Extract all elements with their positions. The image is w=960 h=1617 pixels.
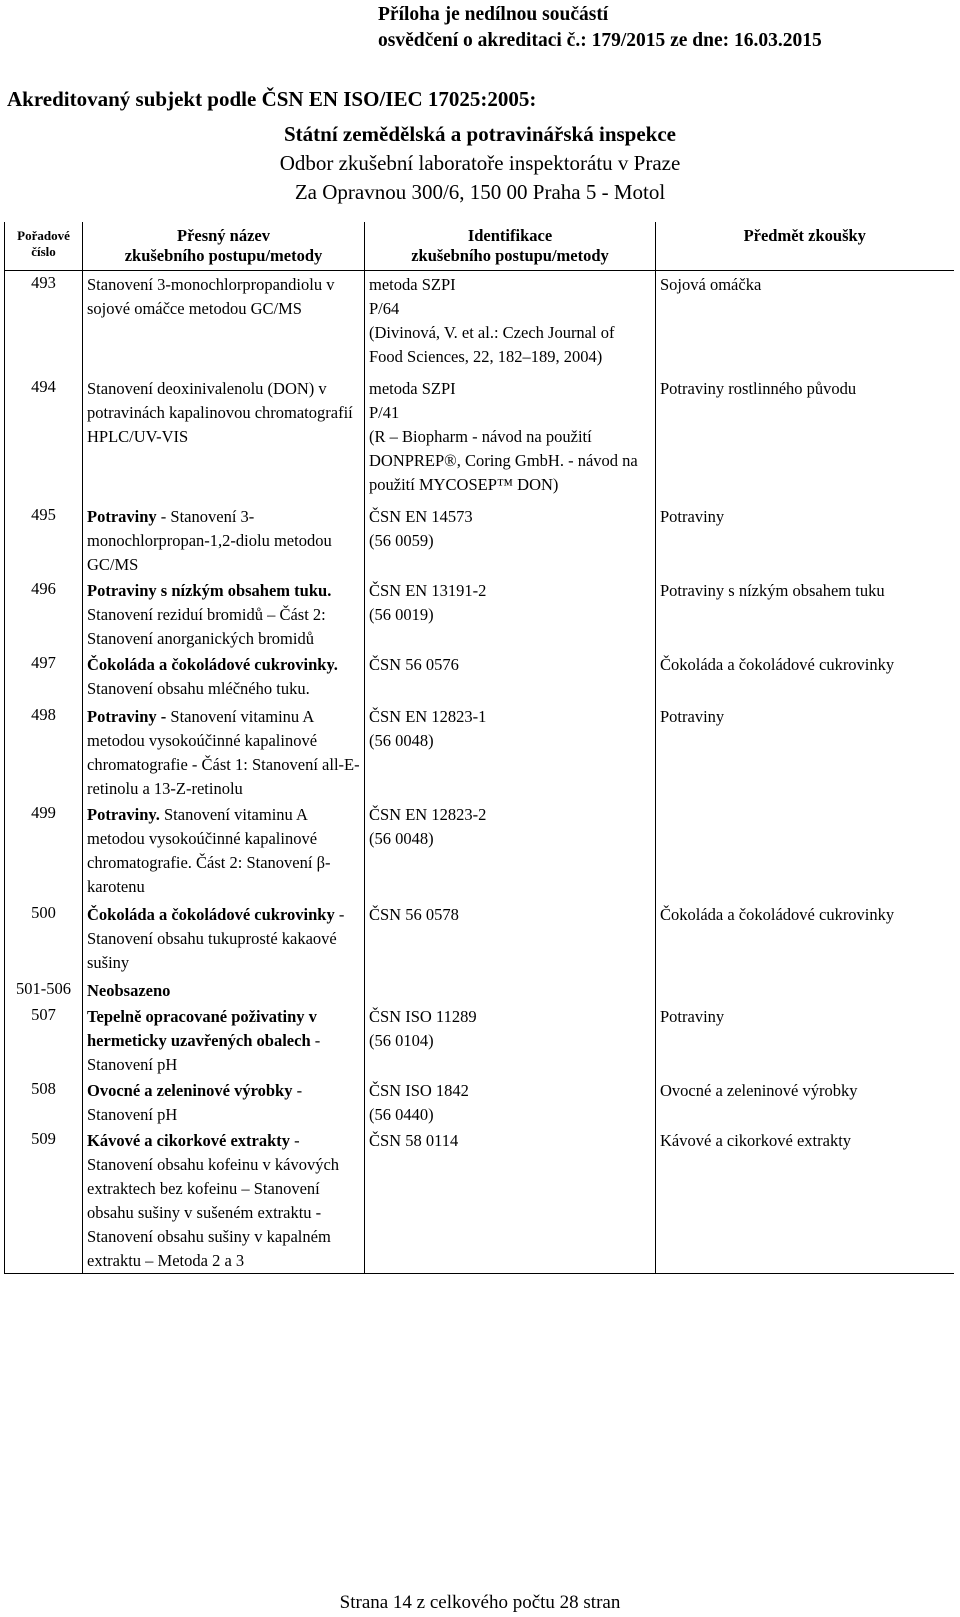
method-identification — [365, 577, 656, 651]
method-identification — [365, 901, 656, 977]
header-name-line2: zkušebního postupu/metody — [124, 246, 323, 265]
test-subject: Kávové a cikorkové extrakty — [656, 1127, 954, 1274]
department-name: Odbor zkušební laboratoře inspektorátu v Praze — [279, 151, 681, 175]
identification-line: P/41 — [369, 403, 400, 422]
method-identification — [365, 271, 656, 376]
method-identification — [365, 977, 656, 1003]
identification-line: (56 0048) — [369, 731, 434, 750]
identification-line: (56 0440) — [369, 1105, 434, 1124]
table-row — [5, 375, 954, 503]
table-row — [5, 977, 954, 1003]
header-ident-line1: Identifikace — [467, 226, 553, 245]
table-row — [5, 577, 954, 651]
identification-line: (56 0059) — [369, 531, 434, 550]
accreditation-heading: Akreditovaný subjekt podle ČSN EN ISO/IEC 17025:2005: — [7, 87, 537, 111]
row-number: 508 — [5, 1077, 83, 1127]
method-name-subject: Potraviny - — [87, 707, 167, 726]
method-name — [83, 271, 365, 376]
method-name-subject: Ovocné a zeleninové výrobky — [87, 1081, 293, 1100]
test-subject: Sojová omáčka — [660, 275, 762, 294]
method-name-text: Stanovení vitaminu A metodou vysokoúčinné kapalinové chromatografie - Část 1: Stanovení all-E-retinolu a 13-Z-retinolu — [87, 707, 360, 798]
identification-line: ČSN 56 0578 — [369, 905, 459, 924]
table-row — [5, 1003, 954, 1077]
table-row — [5, 703, 954, 801]
method-identification — [365, 651, 656, 703]
row-number: 507 — [5, 1003, 83, 1077]
appendix-note — [378, 2, 822, 54]
header-name-line1: Přesný název — [176, 226, 271, 245]
row-number: 509 — [5, 1127, 83, 1274]
table-row — [5, 801, 954, 901]
method-identification — [365, 1127, 656, 1274]
test-subject — [656, 977, 954, 1003]
method-name-subject: Čokoláda a čokoládové cukrovinky. — [87, 655, 338, 674]
identification-line: (56 0048) — [369, 829, 434, 848]
page-footer: Strana 14 z celkového počtu 28 stran — [339, 1592, 621, 1613]
table-row — [5, 271, 954, 376]
method-name-text: - Stanovení 3-monochlorpropan-1,2-diolu metodou GC/MS — [87, 507, 332, 574]
method-name — [83, 703, 365, 801]
test-subject: Potraviny s nízkým obsahem tuku — [660, 581, 885, 600]
institution-name: Státní zemědělská a potravinářská inspekce — [283, 122, 676, 146]
table-row — [5, 901, 954, 977]
row-number: 498 — [5, 703, 83, 801]
method-name-text: - Stanovení pH — [87, 1081, 303, 1124]
identification-line: ČSN 56 0576 — [369, 655, 459, 674]
row-number: 493 — [5, 271, 83, 376]
identification-line: ČSN ISO 1842 — [369, 1081, 469, 1100]
method-identification — [365, 801, 656, 901]
identification-line: metoda SZPI — [369, 275, 456, 294]
method-identification — [365, 1077, 656, 1127]
method-name — [83, 1077, 365, 1127]
row-number: 499 — [5, 801, 83, 901]
method-name — [83, 503, 365, 577]
table-row — [5, 503, 954, 577]
identification-line: ČSN EN 14573 — [369, 507, 473, 526]
test-subject: Potraviny — [660, 1007, 725, 1026]
test-subject: Potraviny — [660, 507, 725, 526]
row-number: 494 — [5, 375, 83, 503]
identification-line: (56 0019) — [369, 605, 434, 624]
methods-table — [4, 222, 954, 1274]
method-name-subject: Kávové a cikorkové extrakty — [87, 1131, 291, 1150]
identification-line: (Divinová, V. et al.: Czech Journal of Food Sciences, 22, 182–189, 2004) — [369, 323, 615, 366]
table-row — [5, 1127, 954, 1274]
test-subject: Čokoláda a čokoládové cukrovinky — [660, 905, 895, 924]
header-order-line1: Pořadové — [17, 228, 70, 243]
row-number: 501-506 — [5, 977, 83, 1003]
test-subject: Ovocné a zeleninové výrobky — [660, 1081, 858, 1100]
identification-line: ČSN ISO 11289 — [369, 1007, 477, 1026]
table-body — [5, 271, 954, 1274]
method-name — [83, 977, 365, 1003]
identification-line: ČSN EN 12823-1 — [369, 707, 487, 726]
method-name — [83, 1127, 365, 1274]
method-name-text: Stanovení reziduí bromidů – Část 2: Stanovení anorganických bromidů — [87, 605, 326, 648]
method-name-text: - Stanovení pH — [87, 1031, 321, 1074]
method-name-subject: Potraviny. — [87, 805, 160, 824]
method-name-subject: Tepelně opracované poživatiny v hermeticky uzavřených obalech — [87, 1007, 317, 1050]
method-identification — [365, 1003, 656, 1077]
test-subject: Čokoláda a čokoládové cukrovinky — [660, 655, 895, 674]
identification-line: (56 0104) — [369, 1031, 434, 1050]
header-ident-line2: zkušebního postupu/metody — [411, 246, 609, 265]
method-name-subject: Potraviny — [87, 507, 157, 526]
appendix-line-1: Příloha je nedílnou součástí — [378, 4, 609, 25]
method-name — [83, 801, 365, 901]
appendix-line-2: osvědčení o akreditaci č.: 179/2015 ze dne: 16.03.2015 — [378, 30, 822, 51]
test-subject: Potraviny rostlinného původu — [660, 379, 857, 398]
method-name-subject: Neobsazeno — [87, 981, 171, 1000]
identification-line: ČSN EN 13191-2 — [369, 581, 487, 600]
method-name — [83, 375, 365, 503]
method-name-subject: Čokoláda a čokoládové cukrovinky — [87, 905, 335, 924]
header-order — [5, 222, 83, 271]
row-number: 500 — [5, 901, 83, 977]
header-subject — [656, 222, 954, 271]
method-name-text: - Stanovení obsahu tukuprosté kakaové sušiny — [87, 905, 345, 972]
identification-line: (R – Biopharm - návod na použití DONPREP®, Coring GmbH. - návod na použití MYCOSEP™ DON) — [369, 427, 638, 494]
row-number: 495 — [5, 503, 83, 577]
method-identification — [365, 703, 656, 801]
method-name-text: Stanovení deoxinivalenolu (DON) v potravinách kapalinovou chromatografií HPLC/UV-VIS — [87, 379, 353, 446]
row-number: 496 — [5, 577, 83, 651]
method-name-text: Stanovení obsahu mléčného tuku. — [87, 679, 310, 698]
test-subject: Potraviny — [660, 707, 725, 726]
method-name — [83, 901, 365, 977]
institution-block — [0, 120, 960, 207]
identification-line: ČSN 58 0114 — [369, 1131, 459, 1150]
table-row — [5, 651, 954, 703]
identification-line: P/64 — [369, 299, 400, 318]
method-name — [83, 651, 365, 703]
header-subject-text: Předmět zkoušky — [743, 226, 866, 245]
method-name-text: Stanovení vitaminu A metodou vysokoúčinné kapalinové chromatografie. Část 2: Stanovení β-karotenu — [87, 805, 331, 896]
method-name-text: - Stanovení obsahu kofeinu v kávových extraktech bez kofeinu – Stanovení obsahu sušiny v sušeném extraktu - Stanovení obsahu sušiny v kapalném extraktu – Metoda 2 a 3 — [87, 1131, 340, 1270]
row-number: 497 — [5, 651, 83, 703]
method-name-text: Stanovení 3-monochlorpropandiolu v sojové omáčce metodou GC/MS — [87, 275, 335, 318]
header-ident — [365, 222, 656, 271]
test-subject — [656, 801, 954, 901]
header-order-line2: číslo — [31, 244, 56, 259]
method-name — [83, 577, 365, 651]
method-name-subject: Potraviny s nízkým obsahem tuku. — [87, 581, 332, 600]
header-name — [83, 222, 365, 271]
table-header-row — [5, 222, 954, 271]
method-identification — [365, 375, 656, 503]
method-identification — [365, 503, 656, 577]
table-row — [5, 1077, 954, 1127]
identification-line: ČSN EN 12823-2 — [369, 805, 487, 824]
identification-line: metoda SZPI — [369, 379, 456, 398]
institution-address: Za Opravnou 300/6, 150 00 Praha 5 - Motol — [294, 180, 666, 204]
method-name — [83, 1003, 365, 1077]
